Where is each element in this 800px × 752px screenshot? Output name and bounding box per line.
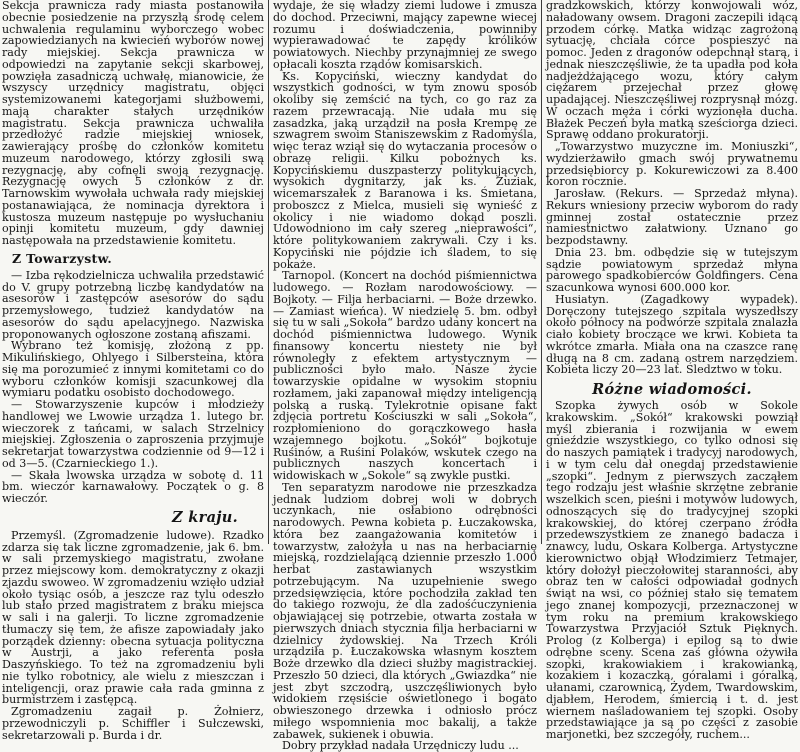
column-1 [2, 0, 264, 742]
article-paragraph: Zgromadzeniu zagaił p. Żołnierz, przewodniczyli p. Schiffler i Sułczewski, sekretarzowali p. Burda i dr. [2, 705, 264, 742]
article-paragraph: „Towarzystwo muzyczne im. Moniuszki“, wydzierżawiło gmach swój prywatnemu przedsiębiorcy p. Kokurewiczowi za 8.400 koron rocznie. [546, 140, 798, 189]
article-paragraph: Wybrano też komisję, złożoną z pp. Mikulińskiego, Ohlyego i Silbersteina, która się ma porozumieć z innymi komitetami co do wyboru członków komisji szacunkowej dla wymiaru podatku osobisto dochodowego. [2, 339, 264, 400]
article-paragraph: Dobry przykład nadała Urzędniczy ludu ... [282, 739, 519, 752]
section-heading: Różne wiadomości. [592, 381, 752, 398]
article-paragraph: Szopka żywych osób w Sokole krakowskim. „Sokół“ krakowski powziął myśl zbierania i rozwijania w ewem gnieździe wszystkiego, co tylko odnosi się do naszych pamiątek i tradycyj narodowych, i w tym celu dał onegdaj przedstawienie „szopki“. Jednym z pierwszych zacząłem tego rodzaju jest właśnie skrzętne zebranie wszelkich scen, pieśni i motywów ludowych, odnoszących się do tradycyjnej szopki krakowskiej, do której czerpano źródła przedewszystkiem ze znanego badacza i znawcy, ludu, Oskara Kolberga. Artystyczne kierownictwo objął Włodzimierz Tetmajer, który dołożył pieczołowitej staranności, aby obraz ten w całości odpowiadał godnych świąt na wsi, co później stało się tematem jego znanej kompozycji, przeznaczonej w tym roku na premium krakowskiego Towarzystwa Przyjaciół Sztuk Pięknych. Prolog (z Kolberga) i epilog są to dwie odrębne sceny. Scena zaś główna ożywiła szopki, krakowiakiem i krakowianką, kozakiem i kozaczką, góralami i góralką, ułanami, czarownicą, Żydem, Twardowskim, djabłem, Herodem, śmiercią i t. d. jest wiernem naśladowaniem tej szopki. Osoby przedstawiające ja są po części z zasobie marjonetki, bez szczegóły, ruchem... [546, 399, 798, 741]
article-paragraph: Ten separatyzm narodowe nie przeszkadza jednak ludziom dobrej woli w dobrych uczynkach, nie osłabiono odrębności narodowych. Pewna kobieta p. Łuczakowska, która bez zaangażowania komitetów i towarzystw, założyła u nas na herbaciarnię miejską, rozdzielającą dziennie przeszło 1.000 herbat zastawianych wszystkim potrzebującym. Na uzupełnienie swego przedsięwzięcia, które pochodziła zakład ten do takiego rozwoju, że dla zadośćuczynienia objawiającej się potrzebie, otwarta została w pierwszych dniach stycznia filja herbaciarni w dzielnicy żydowskiej. Na Trzech Króli urządziła p. Łuczakowska własnym kosztem Boże drzewko dla dzieci służby magistrackiej. Przeszło 50 dzieci, dla których „Gwiazdka“ nie jest zbyt szczodrą, uszczęśliwionych było widokiem rzęsiście oświetlonego i bogato obwieszonego drzewka i odniosło prócz miłego wspomnienia moc bakalij, a także zabawek, sukienek i obuwia. [273, 480, 537, 741]
article-paragraph: — Stowarzyszenie kupców i młodzieży handlowej we Lwowie urządza 1. lutego br. wieczorek z tańcami, w salach Strzelnicy miejskiej. Zgłoszenia o zaproszenia przyjmuje sekretarjat towarzystwa codziennie od 9—12 i od 3—5. (Czarnieckiego 1.). [2, 398, 264, 470]
section-heading: Z kraju. [172, 508, 238, 526]
article-paragraph: gradzkowskich, którzy konwojowali wóz, naładowany owsem. Dragoni zaczepili idącą przodem córkę. Matka widząc zagrożoną sytuację, chciała córce pospieszyć na pomoc. Jeden z dragonów odepchnął starą, i jednak nieszczęśliwie, że ta upadła pod koła nadjeżdżającego wozu, który całym ciężarem przejechał przez głowę upadającej. Nieszczęśliwej rozprysnął mózg. W oczach męża i córki wyzionęła ducha. Błażek Peczeń była matką sześciorga dzieci. Sprawę oddano prokuratorji. [546, 0, 798, 142]
article-paragraph: — Skała lwowska urządza w sobotę d. 11 bm. wieczór karnawałowy. Początek o g. 8 wieczór. [2, 468, 264, 505]
article-paragraph: Husiatyn. (Zagadkowy wypadek). Doręczony tutejszego szpitala wyszedłszy około północy na podwórze szpitala znalazła ciało kobiety broczące we krwi. Kobieta ta wkrótce zmarła. Miała ona na czaszce ranę długą na 8 cm. zadaną ostrem narzędziem. Kobieta liczy 20—23 lat. Śledztwo w toku. [546, 292, 798, 377]
article-paragraph: Tarnopol. (Koncert na dochód piśmiennictwa ludowego. — Rozłam narodowościowy. — Bojkoty. — Filja herbaciarni. — Boże drzewko. — Zamiast wieńca). W niedzielę 5. bm. odbył się tu w sali „Sokoła“ bardzo udany koncert na dochód piśmiennictwa ludowego. Wynik finansowy koncertu niestety nie był równoległy z efektem artystycznym — publiczności było mało. Nasze życie towarzyskie opidalne w wysokim stopniu rozłamem, jaki zapanował między inteligencją polską a ruską. Tylekrotnie opisane fakt zdjęcia portretu Kościuszki w sali „Sokoła“, rozpłomieniono do gorączkowego hasła wzajemnego bojkotu. „Sokół“ bojkotuje Ruśinów, a Ruśini Polaków, wskutek czego na publicznych naszych koncertach i widowiskach w „Sokole“ są zwykle pustki. [273, 269, 537, 482]
article-paragraph: Dnia 23. bm. odbędzie się w tutejszym sądzie powiatowym sprzedaż młyna parowego spadkobierców Goldfingers. Cena szacunkowa wynosi 600.000 kor. [546, 245, 798, 294]
article-paragraph: wydaje, że się władzy ziemi ludowe i zmusza do dochod. Przeciwni, mający zapewne wiecej rozumu i doświadczenia, powinniby wypierawadować te zapędy królików powiatowych. Niechby przynajmniej ze swego opłacali koszta rządów komisarskich. [273, 0, 537, 71]
column-divider-2 [541, 0, 542, 544]
column-2 [273, 0, 537, 752]
article-paragraph: Przemyśl. (Zgromadzenie ludowe). Rzadko zdarza się tak liczne zgromadzenie, jak 6. bm. w sali przemyskiego magistratu, zwołane przez miejscowy kom. demokratyczny z okazji zjazdu swoweo. W zgromadzeniu wzięło udział około tysiąc osób, a jeszcze raz tylu odeszło lub stało przed magistratem z braku miejsca w sali i na galerji. To liczne zgromadzenie tłumaczy się tem, że afisze zapowiadały jako porządek dzienny: obecna sytuacja polityczna w Austrji, a jako referenta posła Daszyńskiego. To też na zgromadzeniu byli nie tylko robotnicy, ale wielu z mieszczan i inteligencji, oraz prawie cała rada gminna z burmistrzem i zastępcą. [2, 528, 264, 707]
section-heading: Z Towarzystw. [12, 250, 113, 266]
column-divider-1 [268, 0, 269, 544]
article-paragraph: Ks. Kopyciński, wieczny kandydat do wszystkich godności, w tym znowu sposób okoliby się zemścić na tych, co go raz za razem przewracają. Nie udała mu się zasadzka, jaką urządził na posła Krempę ze szwagrem swoim Staniszewskim z Radomyśla, więc teraz wziął się do wytaczania procesów o obrazę religii. Kilku pobożnych ks. Kopycińskiemu duszpasterzy politykujących, wysokich dygnitarzy, jak ks. Zuziak, wicemarszałek z Baranowa i ks. Śmietana, proboszcz z Mielca, musieli się wynieść z okolicy i nie wiadomo dokąd poszli. Udowodniono im cały szereg „nieprawości“, które politykowaniem zakrywali. Czy i ks. Kopyciński nie pójdzie ich śladem, to się pokaże. [273, 69, 537, 271]
article-paragraph: Sekcja prawnicza rady miasta postanowiła obecnie posiedzenie na przyszłą środę celem uchwalenia regulaminu wyborczego wobec zapowiedzianych na kwiecień wyborów nowej rady miejskiej. Sekcja prawnicza w odpowiedzi na zapytanie sekcji skarbowej, powzięła zasadniczą uchwałę, mianowicie, że wszyscy urzędnicy magistratu, objęci systemizowanemi kategorjami służbowemi, mają charakter stałych urzędników magistratu. Sekcja prawnicza uchwaliła przedłożyć radzie miejskiej wniosek, zawierający prośbę do członków komitetu muzeum narodowego, którzy zgłosili swą rezygnację, aby cofnęli swoją rezygnację. Rezygnację owych 5 członków z dr. Tarnowskim wywołała uchwała rady miejskiej postanawiająca, że nominacja dyrektora i kustosza muzeum następuje po wysłuchaniu opinji komitetu muzeum, gdy dawniej następowała na przedstawienie komitetu. [2, 0, 264, 247]
column-3 [546, 0, 798, 741]
article-paragraph: — Izba rękodzielnicza uchwaliła przedstawić do V. grupy potrzebną liczbę kandydatów na asesorów i zastępców asesorów do sądu przemysłowego, tudzież kandydatów na asesorów do sądu apelacyjnego. Nazwiska proponowanych ogłoszone zostaną afiszami. [2, 268, 264, 341]
article-paragraph: Jarosław. (Rekurs. — Sprzedaż młyna). Rekurs wniesiony przeciw wyborom do rady gminnej został ostatecznie przez namiestnictwo załatwiony. Uznano go bezpodstawny. [546, 187, 798, 247]
